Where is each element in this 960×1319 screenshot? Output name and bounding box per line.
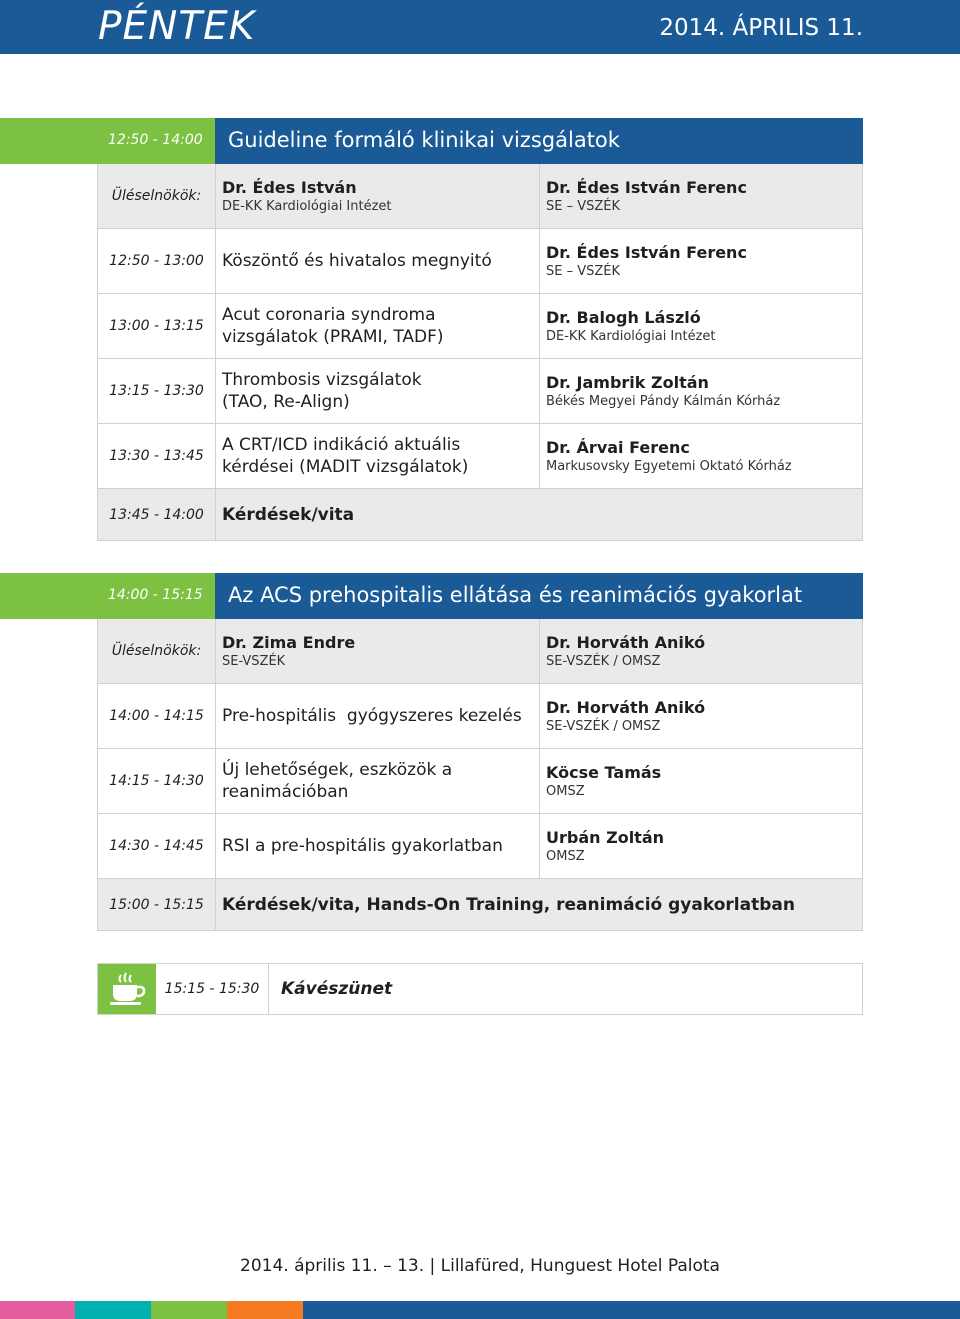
session-time: 12:50 - 14:00 (108, 132, 203, 148)
speaker-institution: SE – VSZÉK (546, 263, 621, 279)
coffee-cup-icon (98, 964, 156, 1014)
talk-row (97, 749, 863, 814)
talk-title: Acut coronaria syndroma (222, 305, 436, 325)
chair-name: Dr. Édes István (222, 177, 357, 197)
day-title: PÉNTEK (98, 4, 256, 49)
talk-title: Köszöntő és hivatalos megnyitó (222, 251, 492, 271)
chair-name: Dr. Zima Endre (222, 632, 356, 652)
strip-segment (151, 1301, 227, 1319)
talk-time: 13:15 - 13:30 (109, 383, 204, 399)
speaker-name: Dr. Édes István Ferenc (546, 242, 747, 262)
talk-title: RSI a pre-hospitális gyakorlatban (222, 836, 503, 856)
talk-title: Új lehetőségek, eszközök a (222, 760, 453, 780)
chair-institution: DE-KK Kardiológiai Intézet (222, 198, 392, 214)
talk-time: 13:30 - 13:45 (109, 448, 204, 464)
session-title: Az ACS prehospitalis ellátása és reanimációs gyakorlat (215, 573, 863, 619)
discussion-time: 15:00 - 15:15 (109, 896, 204, 913)
speaker-name: Dr. Horváth Anikó (546, 697, 706, 717)
session-header (97, 118, 863, 164)
chair-institution: SE-VSZÉK / OMSZ (546, 653, 661, 669)
coffee-break-row (97, 963, 863, 1015)
talk-time: 14:15 - 14:30 (109, 773, 204, 789)
strip-segment (75, 1301, 151, 1319)
talk-row (97, 359, 863, 424)
talk-time: 12:50 - 13:00 (109, 253, 204, 269)
speaker-institution: OMSZ (546, 848, 585, 864)
chairs-label: Üléselnökök: (111, 643, 202, 659)
discussion-row (97, 879, 863, 931)
session-2 (97, 573, 863, 931)
speaker-name: Dr. Jambrik Zoltán (546, 372, 709, 392)
discussion-time: 13:45 - 14:00 (109, 506, 204, 523)
talk-title-line2: reanimációban (222, 782, 349, 802)
speaker-institution: Markusovsky Egyetemi Oktató Kórház (546, 458, 792, 474)
speaker-institution: SE-VSZÉK / OMSZ (546, 718, 661, 734)
session-1 (97, 118, 863, 541)
talk-row (97, 294, 863, 359)
speaker-institution: OMSZ (546, 783, 585, 799)
speaker-name: Urbán Zoltán (546, 827, 665, 847)
talk-time: 14:00 - 14:15 (109, 708, 204, 724)
chair-institution: SE-VSZÉK (222, 653, 286, 669)
discussion-row (97, 489, 863, 541)
speaker-name: Dr. Árvai Ferenc (546, 437, 690, 457)
talk-row (97, 229, 863, 294)
chair-name: Dr. Horváth Anikó (546, 632, 706, 652)
session-header (97, 573, 863, 619)
coffee-break-time: 15:15 - 15:30 (164, 981, 260, 997)
talk-row (97, 814, 863, 879)
talk-time: 13:00 - 13:15 (109, 318, 204, 334)
header-date: 2014. ÁPRILIS 11. (659, 15, 863, 41)
speaker-name: Köcse Tamás (546, 762, 662, 782)
strip-segment (303, 1301, 960, 1319)
talk-title-line2: vizsgálatok (PRAMI, TADF) (222, 327, 444, 347)
coffee-break-label: Kávészünet (268, 964, 862, 1014)
discussion-title: Kérdések/vita, Hands-On Training, reanimáció gyakorlatban (215, 879, 863, 930)
talk-title-line2: kérdései (MADIT vizsgálatok) (222, 457, 469, 477)
page-header (0, 0, 960, 54)
speaker-name: Dr. Balogh László (546, 307, 701, 327)
discussion-title: Kérdések/vita (215, 489, 863, 540)
session-time: 14:00 - 15:15 (108, 587, 203, 603)
speaker-institution: DE-KK Kardiológiai Intézet (546, 328, 716, 344)
talk-row (97, 424, 863, 489)
talk-time: 14:30 - 14:45 (109, 838, 204, 854)
chairs-row (97, 619, 863, 684)
color-strip (0, 1301, 960, 1319)
talk-title: A CRT/ICD indikáció aktuális (222, 435, 461, 455)
talk-title-line2: (TAO, Re-Align) (222, 392, 350, 412)
footer-text: 2014. április 11. – 13. | Lillafüred, Hunguest Hotel Palota (240, 1256, 720, 1276)
session-title: Guideline formáló klinikai vizsgálatok (215, 118, 863, 164)
chair-institution: SE – VSZÉK (546, 198, 621, 214)
talk-title: Pre-hospitális gyógyszeres kezelés (222, 706, 522, 726)
strip-segment (227, 1301, 303, 1319)
strip-segment (0, 1301, 75, 1319)
talk-title: Thrombosis vizsgálatok (222, 370, 422, 390)
chairs-row (97, 164, 863, 229)
chair-name: Dr. Édes István Ferenc (546, 177, 747, 197)
talk-row (97, 684, 863, 749)
speaker-institution: Békés Megyei Pándy Kálmán Kórház (546, 393, 781, 409)
chairs-label: Üléselnökök: (111, 188, 202, 204)
